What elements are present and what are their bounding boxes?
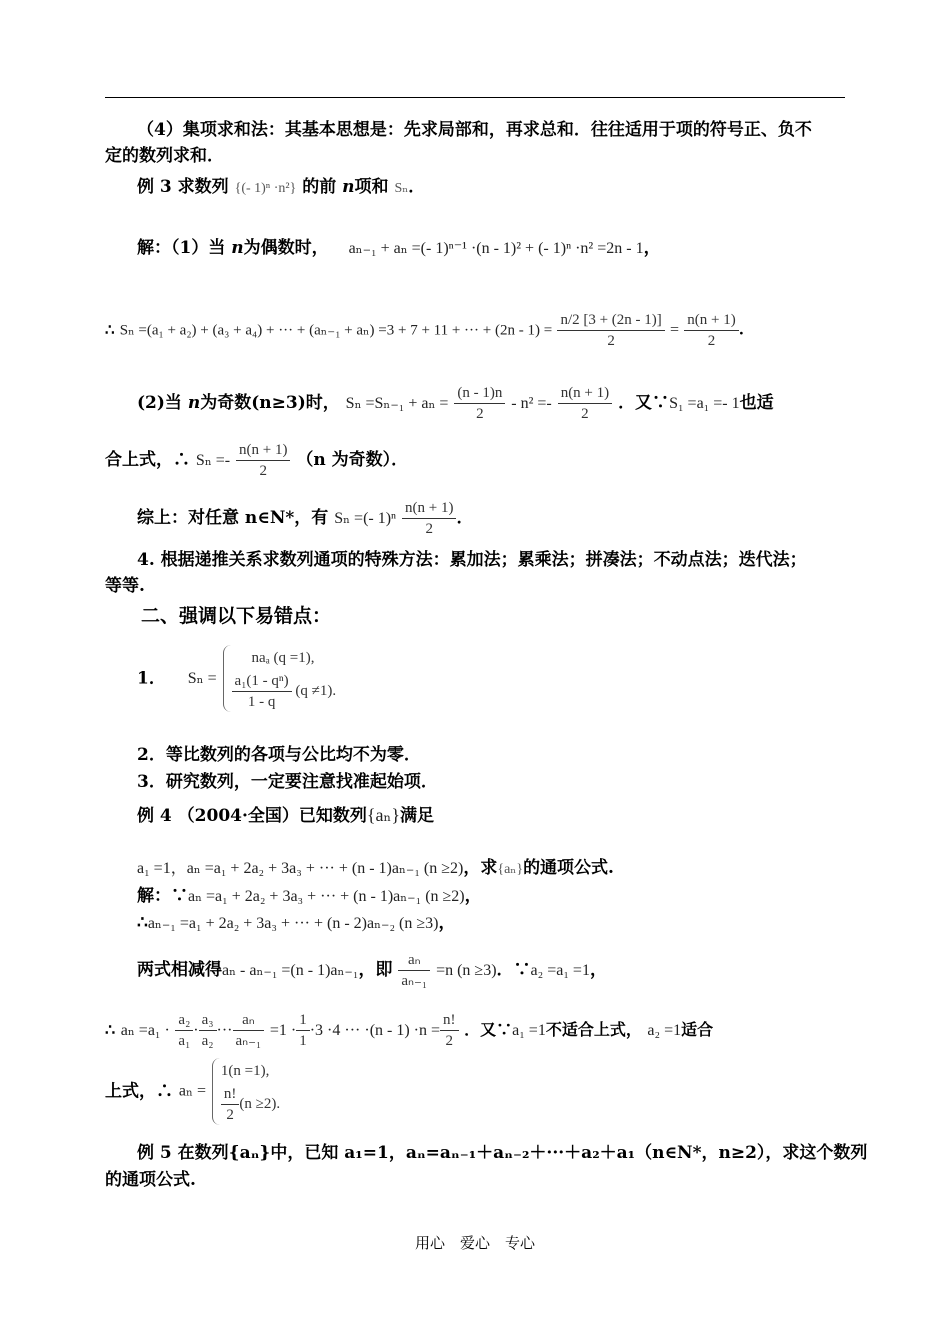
example-3: 例 3 求数列 {(- 1)ⁿ ·n²} 的前 n项和 Sₙ．: [137, 177, 426, 197]
paragraph-4-methods: 4. 根据递推关系求数列通项的特殊方法：累加法；累乘法；拼凑法；不动点法；迭代法；: [137, 550, 807, 570]
paragraph-4-label: （4）集项求和法：: [137, 120, 285, 140]
fraction-odd-3: $\frac{n(n + 1)}{2}$: [236, 440, 290, 481]
solution-4-result: 上式，∴ aₙ = 1(n =1), $\frac{n!}{2}$ (n ≥2).: [105, 1058, 847, 1125]
piecewise-an: 1(n =1), $\frac{n!}{2}$ (n ≥2).: [212, 1058, 280, 1125]
formula-sn: Sₙ: [394, 181, 409, 196]
paragraph-4-methods-cont: 等等.: [105, 576, 145, 596]
fraction-1: $\frac{n/2 [3 + (2n - 1)]}{2}$: [557, 310, 664, 351]
header-rule: [105, 97, 845, 98]
fraction-summary: $\frac{n(n + 1)}{2}$: [402, 498, 456, 539]
formula-pair-sum: aₙ₋₁ + aₙ =(- 1)ⁿ⁻¹ ·(n - 1)² + (- 1)ⁿ ·n² =2n - 1: [348, 240, 644, 257]
solution-4-line4: ∴ aₙ =a₁ · $\frac{\text{a₂}}{\text{a₁}}$ · $\frac{\text{a₃}}{\text{a₂}}$ ··· $\frac{\text{aₙ}}{\text{aₙ₋₁}}$ =1 · $\frac{1}{1}$ ·3 ·4 ··· ·(n - 1) ·n = $\frac{n!}{2}$ ．又∵a₁ =1不适合上式， a₂ =1适合: [105, 1012, 714, 1049]
solution-odd: (2)当 n为奇数(n≥3)时， Sₙ =Sₙ₋₁ + aₙ = $\frac{(n - 1)n}{2}$ - n² =- $\frac{n(n + 1)}{2}$ ．又∵S₁ =a₁ =- 1也适: [137, 385, 774, 422]
fraction-odd-1: $\frac{(n - 1)n}{2}$: [454, 383, 505, 424]
summary-line: 综上：对任意 n∈N*，有 Sₙ =(- 1)ⁿ $\frac{n(n + 1)}{2}$ ．: [137, 500, 474, 537]
solution-4-line1: 解：∵aₙ =a₁ + 2a₂ + 3a₃ + ··· + (n - 1)aₙ₋₁ (n ≥2)，: [137, 886, 482, 906]
solution-odd-cont: 合上式，∴ Sₙ =- $\frac{n(n + 1)}{2}$ （n 为奇数）．: [105, 442, 409, 479]
page-footer: 用心 爱心 专心: [414, 1234, 535, 1252]
example-5: 例 5 在数列{aₙ}中，已知 a₁=1，aₙ=aₙ₋₁＋aₙ₋₂＋···＋a₂＋a₁（n∈N*，n≥2），求这个数列: [137, 1143, 868, 1163]
example-4: 例 4 （2004·全国）已知数列{aₙ}满足: [137, 805, 434, 826]
piecewise-sn: naₐ (q =1), $\frac{\text{a₁(1 - qⁿ)}}{1 - q}$ (q ≠1).: [223, 645, 337, 712]
paragraph-4-line1: （4）集项求和法：其基本思想是：先求局部和，再求总和．往往适用于项的符号正、负不: [137, 120, 812, 140]
paragraph-4-line2: 定的数列求和．: [105, 146, 224, 166]
solution-even: 解：（1）当 n为偶数时， aₙ₋₁ + aₙ =(- 1)ⁿ⁻¹ ·(n - 1)² + (- 1)ⁿ ·n² =2n - 1，: [137, 238, 661, 258]
item-2: 2．等比数列的各项与公比均不为零．: [137, 745, 421, 765]
sum-even-line: ∴ Sₙ =(a₁ + a₂) + (a₃ + a₄) + ··· + (aₙ₋₁ + aₙ) =3 + 7 + 11 + ··· + (2n - 1) = $\frac{n/2 [3 + (2n - 1)]}{2}$ = $\frac{n(n + 1)}{2}$ .: [105, 312, 744, 349]
formula-sum-even: Sₙ =(a₁ + a₂) + (a₃ + a₄) + ··· + (aₙ₋₁ + aₙ) =3 + 7 + 11 + ··· + (2n - 1) =: [119, 322, 553, 339]
item-1: 1． Sₙ = naₐ (q =1), $\frac{\text{a₁(1 - qⁿ)}}{1 - q}$ (q ≠1).: [105, 645, 879, 712]
solution-4-line3: 两式相减得aₙ - aₙ₋₁ =(n - 1)aₙ₋₁，即 $\frac{\text{aₙ}}{\text{aₙ₋₁}}$ =n (n ≥3)．∵a₂ =a₁ =1，: [137, 952, 607, 989]
solution-4-line2: ∴aₙ₋₁ =a₁ + 2a₂ + 3a₃ + ··· + (n - 2)aₙ₋₂ (n ≥3)，: [137, 913, 456, 933]
example-5-cont: 的通项公式.: [105, 1170, 196, 1190]
fraction-ratio: $\frac{\text{aₙ}}{\text{aₙ₋₁}}$: [398, 950, 430, 991]
section-heading-2: 二、强调以下易错点：: [141, 605, 332, 627]
item-3: 3．研究数列，一定要注意找准起始项．: [137, 772, 438, 792]
fraction-odd-2: $\frac{n(n + 1)}{2}$: [558, 383, 612, 424]
fraction-2: $\frac{n(n + 1)}{2}$: [684, 310, 738, 351]
formula-sequence: {(- 1)ⁿ ·n²}: [234, 181, 297, 196]
example-4-condition: a₁ =1，aₙ =a₁ + 2a₂ + 3a₃ + ··· + (n - 1)aₙ₋₁ (n ≥2)，求{aₙ}的通项公式.: [137, 858, 614, 878]
